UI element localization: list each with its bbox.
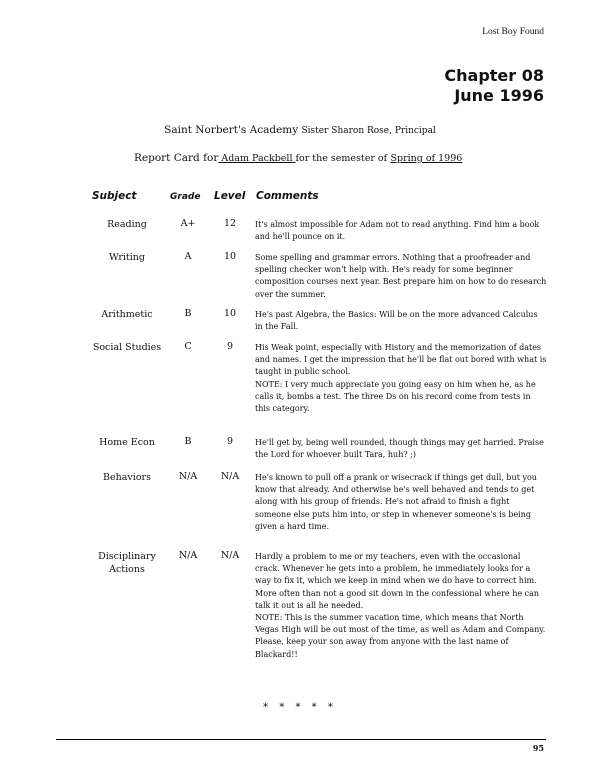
header-comments: Comments [256, 190, 319, 202]
comments-cell: It's almost impossible for Adam not to read anything. Find him a book and he'll pounce on it. [255, 220, 540, 242]
school-name: Saint Norbert's Academy [164, 124, 299, 136]
page-number: 95 [532, 743, 544, 753]
comments-cell: He's known to pull off a prank or wisecrack if things get dull, but you know that already. And otherwise he's well behaved and tends to get along with his group of friends. He's not afraid to finish a fight someone else puts him into, or step in whenever someone's is being given a hard time. [255, 473, 537, 531]
level-cell: 9 [226, 341, 234, 352]
running-header: Lost Boy Found [482, 27, 544, 37]
comments-cell: Some spelling and grammar errors. Nothing that a proofreader and spelling checker won't help with. He's ready for some beginner composition courses next year. Best prepare him on how to do research over the summer. [255, 253, 547, 299]
subject-cell: Reading [107, 219, 147, 230]
grade-cell: A [184, 251, 192, 262]
subject-cell: Social Studies [92, 342, 162, 353]
header-subject: Subject [92, 190, 137, 202]
subject-cell: Disciplinary Actions [98, 551, 156, 575]
chapter-heading [444, 66, 544, 106]
comments-cell: He'll get by, being well rounded, though things may get harried. Praise the Lord for whoever built Tara, huh? ;) [255, 438, 544, 460]
subject-cell: Home Econ [99, 437, 155, 448]
chapter-date: June 1996 [454, 86, 544, 105]
school-line [0, 124, 600, 136]
grade-cell: N/A [178, 550, 198, 561]
grade-cell: N/A [178, 471, 198, 482]
level-cell: N/A [220, 550, 240, 561]
report-card-line [134, 152, 462, 164]
header-level: Level [214, 190, 246, 202]
level-cell: 10 [223, 251, 237, 262]
semester: Spring of 1996 [390, 153, 463, 164]
level-cell: 9 [226, 436, 234, 447]
report-middle: for the semester of [295, 153, 388, 164]
grade-cell: B [184, 308, 192, 319]
chapter-title: Chapter 08 [444, 66, 544, 85]
student-name: Adam Packbell [218, 153, 296, 164]
comments-cell: He's past Algebra, the Basics: Will be on the more advanced Calculus in the Fall. [255, 310, 538, 332]
grade-cell: A+ [180, 218, 196, 229]
comments-cell: His Weak point, especially with History and the memorization of dates and names. I get the impression that he'll be flat out bored with what is taught in public school. NOTE: I very much appreciate you going easy on him when he, as he calls it, bombs a test. The three Ds on his record come from tests in this category. [255, 343, 547, 414]
principal-name: Sister Sharon Rose, Principal [301, 126, 436, 136]
subject-cell: Writing [109, 252, 145, 263]
level-cell: N/A [220, 471, 240, 482]
header-grade: Grade [170, 192, 201, 202]
level-cell: 10 [223, 308, 237, 319]
section-separator: * * * * * [263, 702, 337, 713]
subject-cell: Arithmetic [101, 309, 153, 320]
grade-cell: B [184, 436, 192, 447]
level-cell: 12 [223, 218, 237, 229]
footer-rule [56, 739, 546, 740]
grade-cell: C [184, 341, 192, 352]
comments-cell: Hardly a problem to me or my teachers, even with the occasional crack. Whenever he gets into a problem, he immediately looks for a way to fix it, which we keep in mind when we do have to correct him. More often than not a good sit down in the confessional where he can talk it out is all he needed. NOTE: This is the summer vacation time, which means that North Vegas High will be out most of the time, as well as Adam and Company. Please, keep your son away from anyone with the last name of Blackard!! [255, 552, 546, 659]
report-prefix: Report Card for [134, 152, 219, 164]
subject-cell: Behaviors [103, 472, 151, 483]
